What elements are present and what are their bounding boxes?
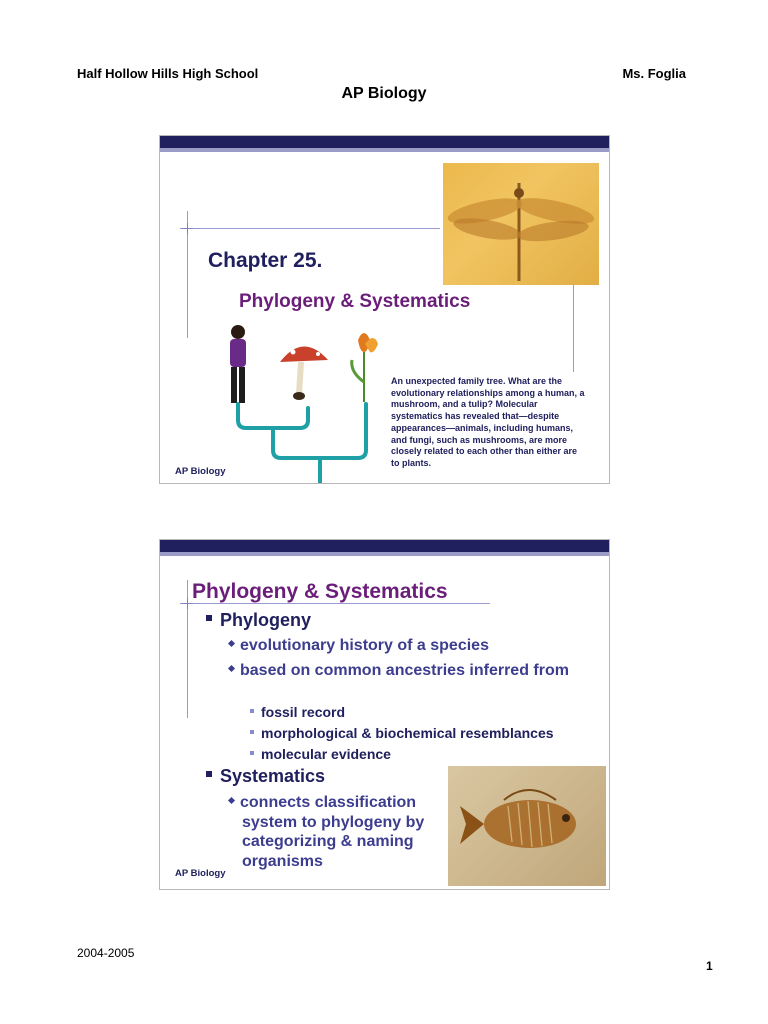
human-figure-icon — [230, 325, 246, 403]
diamond-bullet-icon — [228, 665, 235, 672]
slide2-footer: AP Biology — [175, 868, 226, 879]
small-square-bullet-icon — [250, 730, 254, 734]
square-bullet-icon — [206, 615, 212, 621]
slide-top-bar-accent — [160, 552, 609, 556]
mushroom-icon — [280, 342, 328, 401]
slide1-caption: An unexpected family tree. What are the evolutionary relationships among a human, a mushroom, and a tulip? Molecular systematics has revealed that—despite appearances—animals, including humans, and fungi, such as mushrooms, are more closely related to each other than either are to plants. — [391, 376, 585, 468]
fish-fossil-image — [448, 766, 606, 886]
sub-bullet-morphological: morphological & biochemical resemblances — [250, 725, 554, 741]
bullet-connects-classification: connects classification system to phylogeny by categorizing & naming organisms — [229, 793, 460, 871]
year-range: 2004-2005 — [77, 946, 135, 960]
bullet-phylogeny: Phylogeny — [206, 610, 311, 631]
bullet-systematics: Systematics — [206, 766, 325, 787]
slide-top-bar — [160, 540, 609, 552]
school-name: Half Hollow Hills High School — [77, 66, 259, 81]
teacher-name: Ms. Foglia — [622, 66, 686, 81]
page-number: 1 — [706, 959, 713, 973]
phylogeny-tree-illustration — [218, 322, 388, 484]
small-square-bullet-icon — [250, 709, 254, 713]
diamond-bullet-icon — [228, 640, 235, 647]
small-square-bullet-icon — [250, 751, 254, 755]
decor-hline — [180, 228, 440, 229]
slide2-title: Phylogeny & Systematics — [192, 580, 448, 603]
slide1-footer: AP Biology — [175, 466, 226, 477]
sub-bullet-fossil-record: fossil record — [250, 704, 345, 720]
tulip-icon — [352, 333, 378, 402]
dragonfly-fossil-image — [443, 163, 599, 285]
slide1-subtitle: Phylogeny & Systematics — [239, 291, 471, 312]
slide-1 — [159, 135, 610, 484]
slide-2 — [159, 539, 610, 890]
diamond-bullet-icon — [228, 797, 235, 804]
crosshair-icon — [182, 223, 193, 234]
bullet-common-ancestries: based on common ancestries inferred from — [229, 661, 592, 681]
sub-bullet-molecular: molecular evidence — [250, 746, 391, 762]
tree-branches — [238, 404, 366, 484]
slide1-title: Chapter 25. — [208, 249, 323, 272]
slide-top-bar-accent — [160, 148, 609, 152]
decor-vline-right — [573, 284, 574, 372]
slide-top-bar — [160, 136, 609, 148]
bullet-evolutionary-history: evolutionary history of a species — [229, 637, 489, 655]
course-title: AP Biology — [341, 85, 427, 102]
square-bullet-icon — [206, 771, 212, 777]
